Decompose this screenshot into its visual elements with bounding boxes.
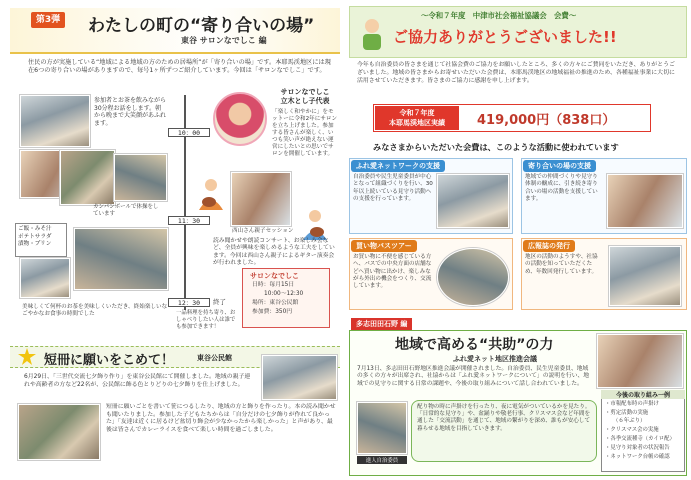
plan-item-1: ・市報配布時の声掛け (605, 401, 659, 407)
amount-label-2: 本耶馬渓地区実績 (389, 119, 445, 127)
leader-name: サロンなでしこ 立木とし子代表 (280, 88, 330, 105)
card-3-title: 買い物バスツアー (351, 240, 417, 252)
ball-caption: カンバンボールで体操をしています (93, 204, 159, 217)
issue-badge: 第3弾 (31, 12, 65, 28)
power-subtitle: ふれ愛ネット地区推進会議 (453, 355, 537, 363)
salon-footer-text: 一品料理を持ち寄り、おしゃべりしたい人は誰でも参加できます！ (176, 310, 236, 330)
quote-text: 配り物の時に声掛けを行ったり、夜に電気がついているかを見たり。「日常的な見守り」や、盆踊りや敬老行事、クリスマス会など年間を通した「交流活動」を通じて、地域の繋がりを深め、誰もが安心して暮らせる地域を目指していきます。 (417, 404, 591, 432)
activity-photo-3 (60, 150, 115, 205)
meeting-photo (597, 334, 683, 388)
card-1-text: 自治委員や民生児童委員が中心となって組織づくりを行い、30年以上続いている見守り活動への支援を行っています。 (353, 174, 433, 202)
card-4-text: 地区の活動のようすや、社協の活動を知っていただくため、年数回発行しています。 (525, 254, 598, 275)
music-caption: 西山さん親子セッション (232, 228, 294, 234)
plan-item-2: ・剪定活動の実施 (605, 410, 649, 416)
ball-exercise-photo (114, 154, 167, 201)
right-page (349, 0, 691, 480)
time-1130: 11：30 (168, 216, 210, 225)
tanabata-icon (16, 347, 38, 367)
card-2-photo (607, 174, 683, 228)
card-1-title: ふれ愛ネットワークの支援 (351, 160, 445, 172)
district-tag: 多志田田石野 編 (351, 318, 412, 330)
time-1000: 10：00 (168, 128, 210, 137)
amount-value: 419,000円（838口） (477, 113, 616, 128)
chair-photo (357, 402, 407, 454)
thanks-text: 今年も自治委員の皆さまを通じて社協会費のご協力をお願いしたところ、多くの方々にご賛同をいただき、ありがとうございました。地域の皆さまからお寄せいただいた会費は、本耶馬渓地区の地域福祉の推進のため、各種福祉事業に大切に活用させていただきます。皆さまのご協力に感謝を申し上げます。 (357, 62, 675, 84)
music-photo (231, 172, 291, 226)
tanabata-text-2: 短冊に願いごとを書いて笹につるしたり、地域の方と飾りを作ったり。本の読み聞かせも聞いたりました。参加した子どもたちからは「自分だけの七夕飾りが作れて良かった」「友達は近くに居るけど盆切り飾会が少なかったから楽しかった」と声があり、最後は皆さんでカレーライスを食べて楽しい時間を過ごしました。 (106, 404, 336, 433)
header-big: ご協力ありがとうございました!! (393, 28, 617, 46)
tanabata-photo-2 (18, 404, 100, 460)
card-3-text: お買い物に不便を感じている方へ、バスでの中央方面の店舗などへ買い物に出かけ、楽しみながら外出の機会をつくり、交流しています。 (353, 254, 432, 290)
tanabata-title: 短冊に願いをこめて！ (44, 353, 175, 368)
salon-info-line-4: 参加費：350円 (252, 309, 293, 315)
music-text: 読み聞かせや朗読コンサート、お楽しみ会など、全員が興味を楽しめるような工夫をしています。今回は西山さん親子によるギター演奏会が行われました。 (213, 238, 335, 266)
usage-heading: みなさまからいただいた会費は、このような活動に使われています (373, 142, 619, 152)
meal-photo (20, 258, 70, 298)
menu-card: ご飯・みそ汁 ポテトサラダ 漬物・プリン (15, 223, 67, 257)
header-small: 〜令和７年度 中津市社会福祉協議会 会費〜 (421, 11, 577, 20)
time-1230: 12：30 (168, 298, 210, 307)
card-4-title: 広報誌の発行 (523, 240, 575, 252)
power-text: 7月13日、多志田田石野地区推進会議が開催されました。自治委員、民生児童委員、地域の多くの方々が出席され、社協からは「ふれ愛ネットワークについて」の説明を行い、地域での見守りに関する日常の課題や、今後の取り組みについて話し合われていました。 (357, 366, 590, 387)
salon-info-line-3: 場所：東谷公民館 (252, 300, 299, 306)
amount-label-1: 令和７年度 (399, 109, 435, 117)
plan-item-6: ・見守り対象者の状況報告 (605, 445, 670, 451)
plan-item-3: （６年ぶり） (613, 418, 646, 424)
page-subtitle: 東谷 サロンなでしこ 編 (181, 36, 267, 45)
activity-photo-1 (20, 95, 90, 147)
tanabata-photo-1 (262, 355, 337, 400)
salon-info-line-2: 10:00〜12:30 (264, 291, 304, 297)
chair-label: 進人自治委員 (357, 456, 407, 464)
card-2-title: 寄り合いの場の支援 (523, 160, 596, 172)
card-3-photo (437, 248, 509, 306)
plan-item-7: ・ネットワーク台帳の確認 (605, 454, 670, 460)
salon-info-title: サロンなでしこ (250, 272, 299, 280)
thanks-illustration (357, 17, 387, 51)
power-title: 地域で高める“共助”の力 (395, 337, 554, 353)
tanabata-text-1: 6月29日、「三世代交流七夕飾り作り」を東谷公民館にて開催しました。地域の親子連れや高齢者の方など22名が、公民館に飾る色とりどりの七夕飾りを仕上げました。 (24, 374, 251, 388)
plan-item-5: ・各季交流種寺（カイロ配） (605, 436, 675, 442)
page-title: わたしの町の“寄り合いの場” (88, 16, 315, 36)
card-4-photo (609, 246, 681, 306)
plan-title: 今後の取り組み一例 (601, 390, 685, 399)
leader-quote: 「楽しく和やかに」をモットーに令和2年にサロンを立ち上げました。参加する皆さんが楽しく、いつも笑い声が絶えない運営にしたいとの思いでサロンを開催しています。 (272, 109, 338, 157)
card-2-text: 地域での仲間づくりや見守り体制の醸成に、引き続き寄り合いの場の活動を支援しています。 (525, 174, 598, 202)
card-1-photo (437, 174, 509, 228)
guitar-illustration-2 (300, 208, 330, 240)
end-label: 終了 (213, 298, 226, 306)
intro-text: 住民の方が実施している“地域による地域の方のための居場所”が「寄り合いの場」です。本耶馬渓地区には現在6つの寄り合いの場がありますので、毎号1ヶ所ずつご紹介しています。今回は「サロンなでしこ」です。 (28, 59, 331, 74)
guitar-illustration (195, 176, 227, 210)
salon-info-line-1: 日時：毎月15日 (252, 282, 295, 288)
left-page (0, 0, 345, 480)
tanabata-place: 東谷公民館 (197, 354, 232, 362)
plan-item-4: ・クリスマス会の実施 (605, 427, 659, 433)
meal-note: 美味しくて何杯のお茶を美味しくいただき、終始楽しいなごやかなお食事の時間でした (22, 304, 168, 317)
activity-caption: 参加者とお茶を飲みながら30分程お話をします。朝から晩まで大笑顔があふれます。 (94, 97, 167, 127)
lunch-photo (74, 228, 168, 290)
